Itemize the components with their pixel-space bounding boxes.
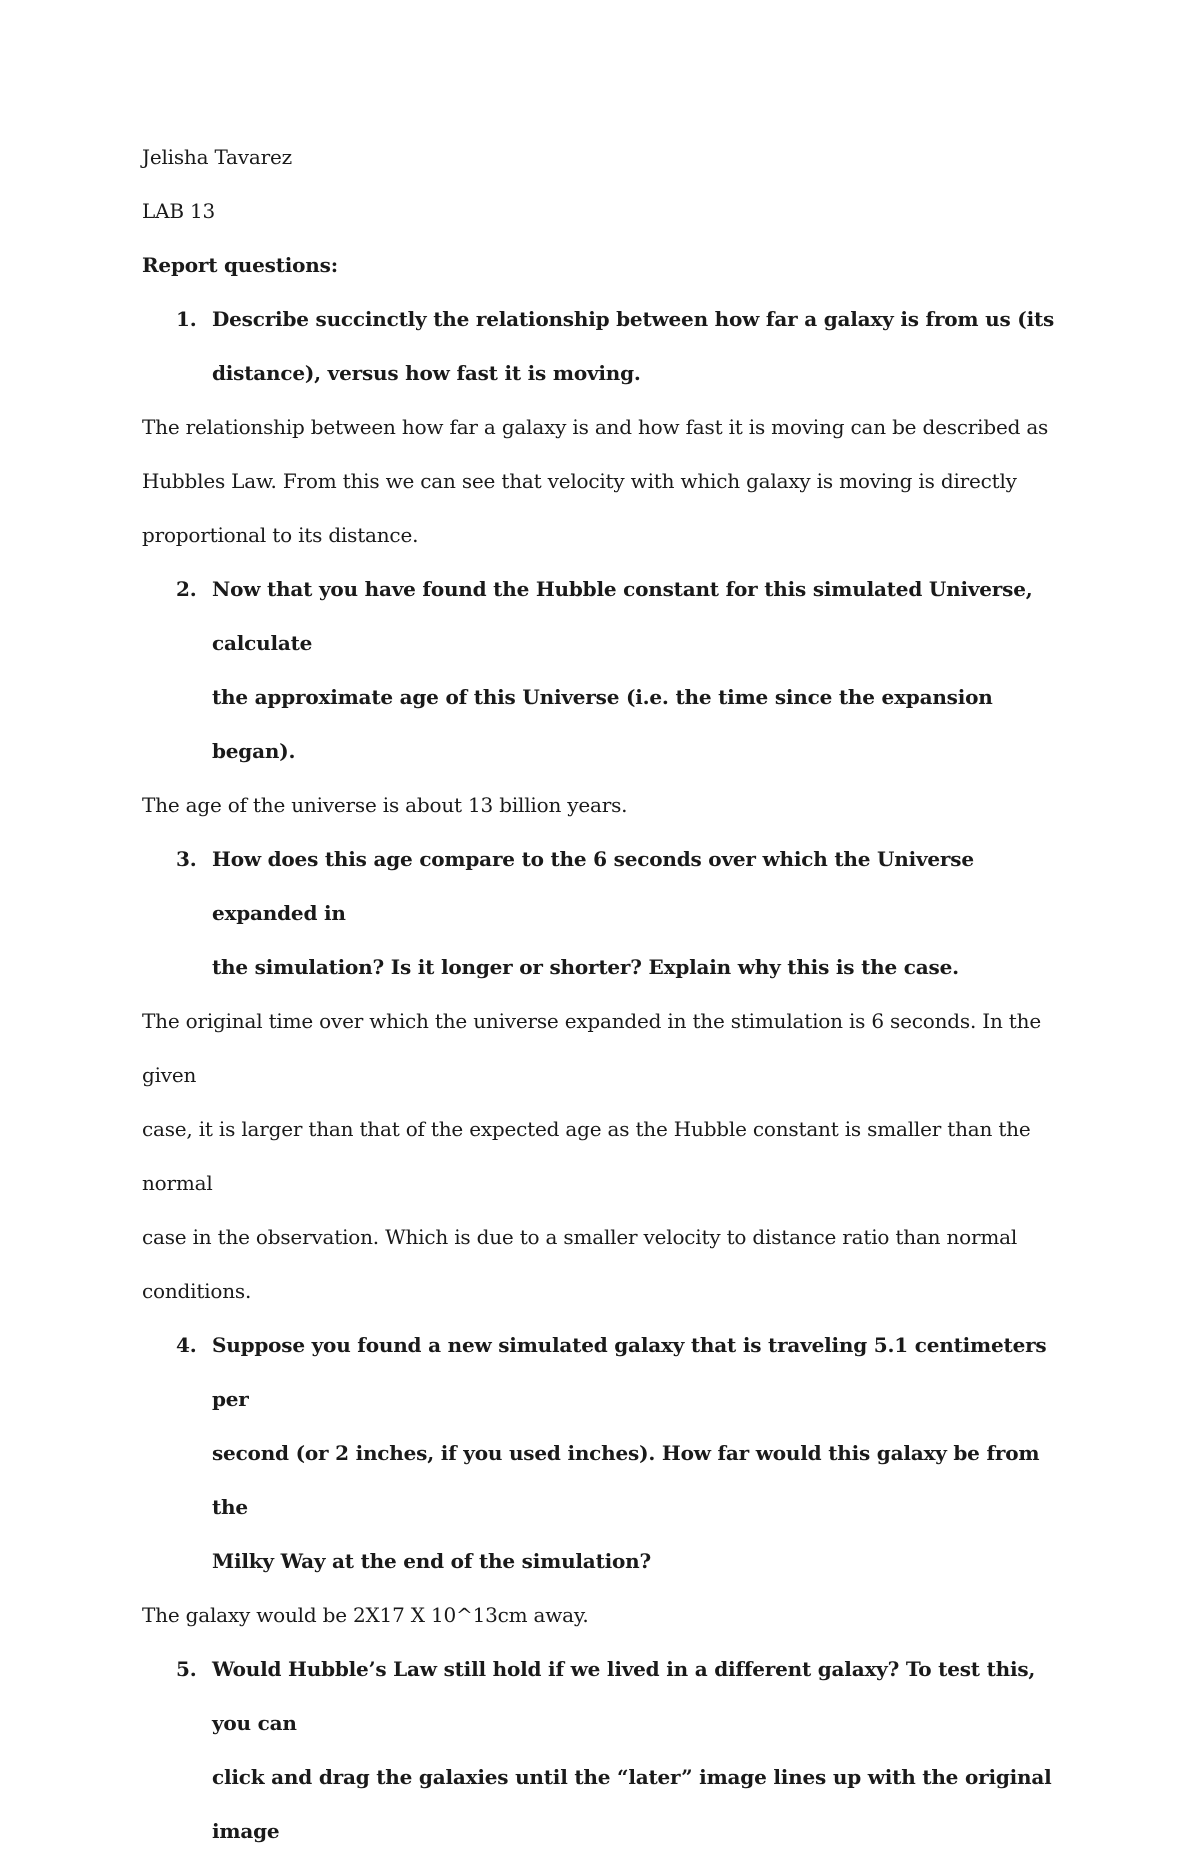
question-1 <box>142 292 1062 400</box>
question-text <box>212 1642 1062 1858</box>
question-number: 4. <box>176 1333 197 1357</box>
question-3 <box>142 832 1062 994</box>
question-line: Would Hubble’s Law still hold if we lived in a different galaxy? To test this, you can <box>212 1657 1036 1735</box>
document-content <box>142 130 1062 1858</box>
answer-2 <box>142 778 1062 832</box>
question-number: 2. <box>176 577 197 601</box>
question-line: second (or 2 inches, if you used inches). How far would this galaxy be from the <box>212 1441 1040 1519</box>
question-line: Now that you have found the Hubble constant for this simulated Universe, calculate <box>212 577 1033 655</box>
question-number: 3. <box>176 847 197 871</box>
answer-1 <box>142 400 1062 562</box>
question-number: 1. <box>176 307 197 331</box>
answer-line: The galaxy would be 2X17 X 10^13cm away. <box>142 1603 589 1627</box>
question-5 <box>142 1642 1062 1858</box>
answer-3 <box>142 994 1062 1318</box>
answer-line: Hubbles Law. From this we can see that velocity with which galaxy is moving is directly <box>142 469 1017 493</box>
question-4 <box>142 1318 1062 1588</box>
question-text <box>212 832 1062 994</box>
question-2 <box>142 562 1062 778</box>
question-line: the simulation? Is it longer or shorter? Explain why this is the case. <box>212 955 959 979</box>
answer-line: conditions. <box>142 1279 252 1303</box>
answer-4 <box>142 1588 1062 1642</box>
question-line: Describe succinctly the relationship between how far a galaxy is from us (its <box>212 307 1055 331</box>
question-number: 5. <box>176 1657 197 1681</box>
answer-line: case, it is larger than that of the expected age as the Hubble constant is smaller than the normal <box>142 1117 1031 1195</box>
answer-line: The relationship between how far a galaxy is and how fast it is moving can be described as <box>142 415 1049 439</box>
question-text <box>212 562 1062 778</box>
author-name: Jelisha Tavarez <box>142 145 292 169</box>
question-text <box>212 292 1062 400</box>
answer-line: The original time over which the universe expanded in the stimulation is 6 seconds. In the given <box>142 1009 1041 1087</box>
question-line: distance), versus how fast it is moving. <box>212 361 641 385</box>
question-line: click and drag the galaxies until the “later” image lines up with the original image <box>212 1765 1052 1843</box>
question-text <box>212 1318 1062 1588</box>
question-line: Suppose you found a new simulated galaxy that is traveling 5.1 centimeters per <box>212 1333 1047 1411</box>
question-line: How does this age compare to the 6 seconds over which the Universe expanded in <box>212 847 974 925</box>
section-title: Report questions: <box>142 253 338 277</box>
answer-line: case in the observation. Which is due to a smaller velocity to distance ratio than normal <box>142 1225 1018 1249</box>
question-line: the approximate age of this Universe (i.e. the time since the expansion began). <box>212 685 993 763</box>
answer-line: The age of the universe is about 13 billion years. <box>142 793 628 817</box>
question-line: Milky Way at the end of the simulation? <box>212 1549 652 1573</box>
lab-title: LAB 13 <box>142 199 216 223</box>
answer-line: proportional to its distance. <box>142 523 419 547</box>
